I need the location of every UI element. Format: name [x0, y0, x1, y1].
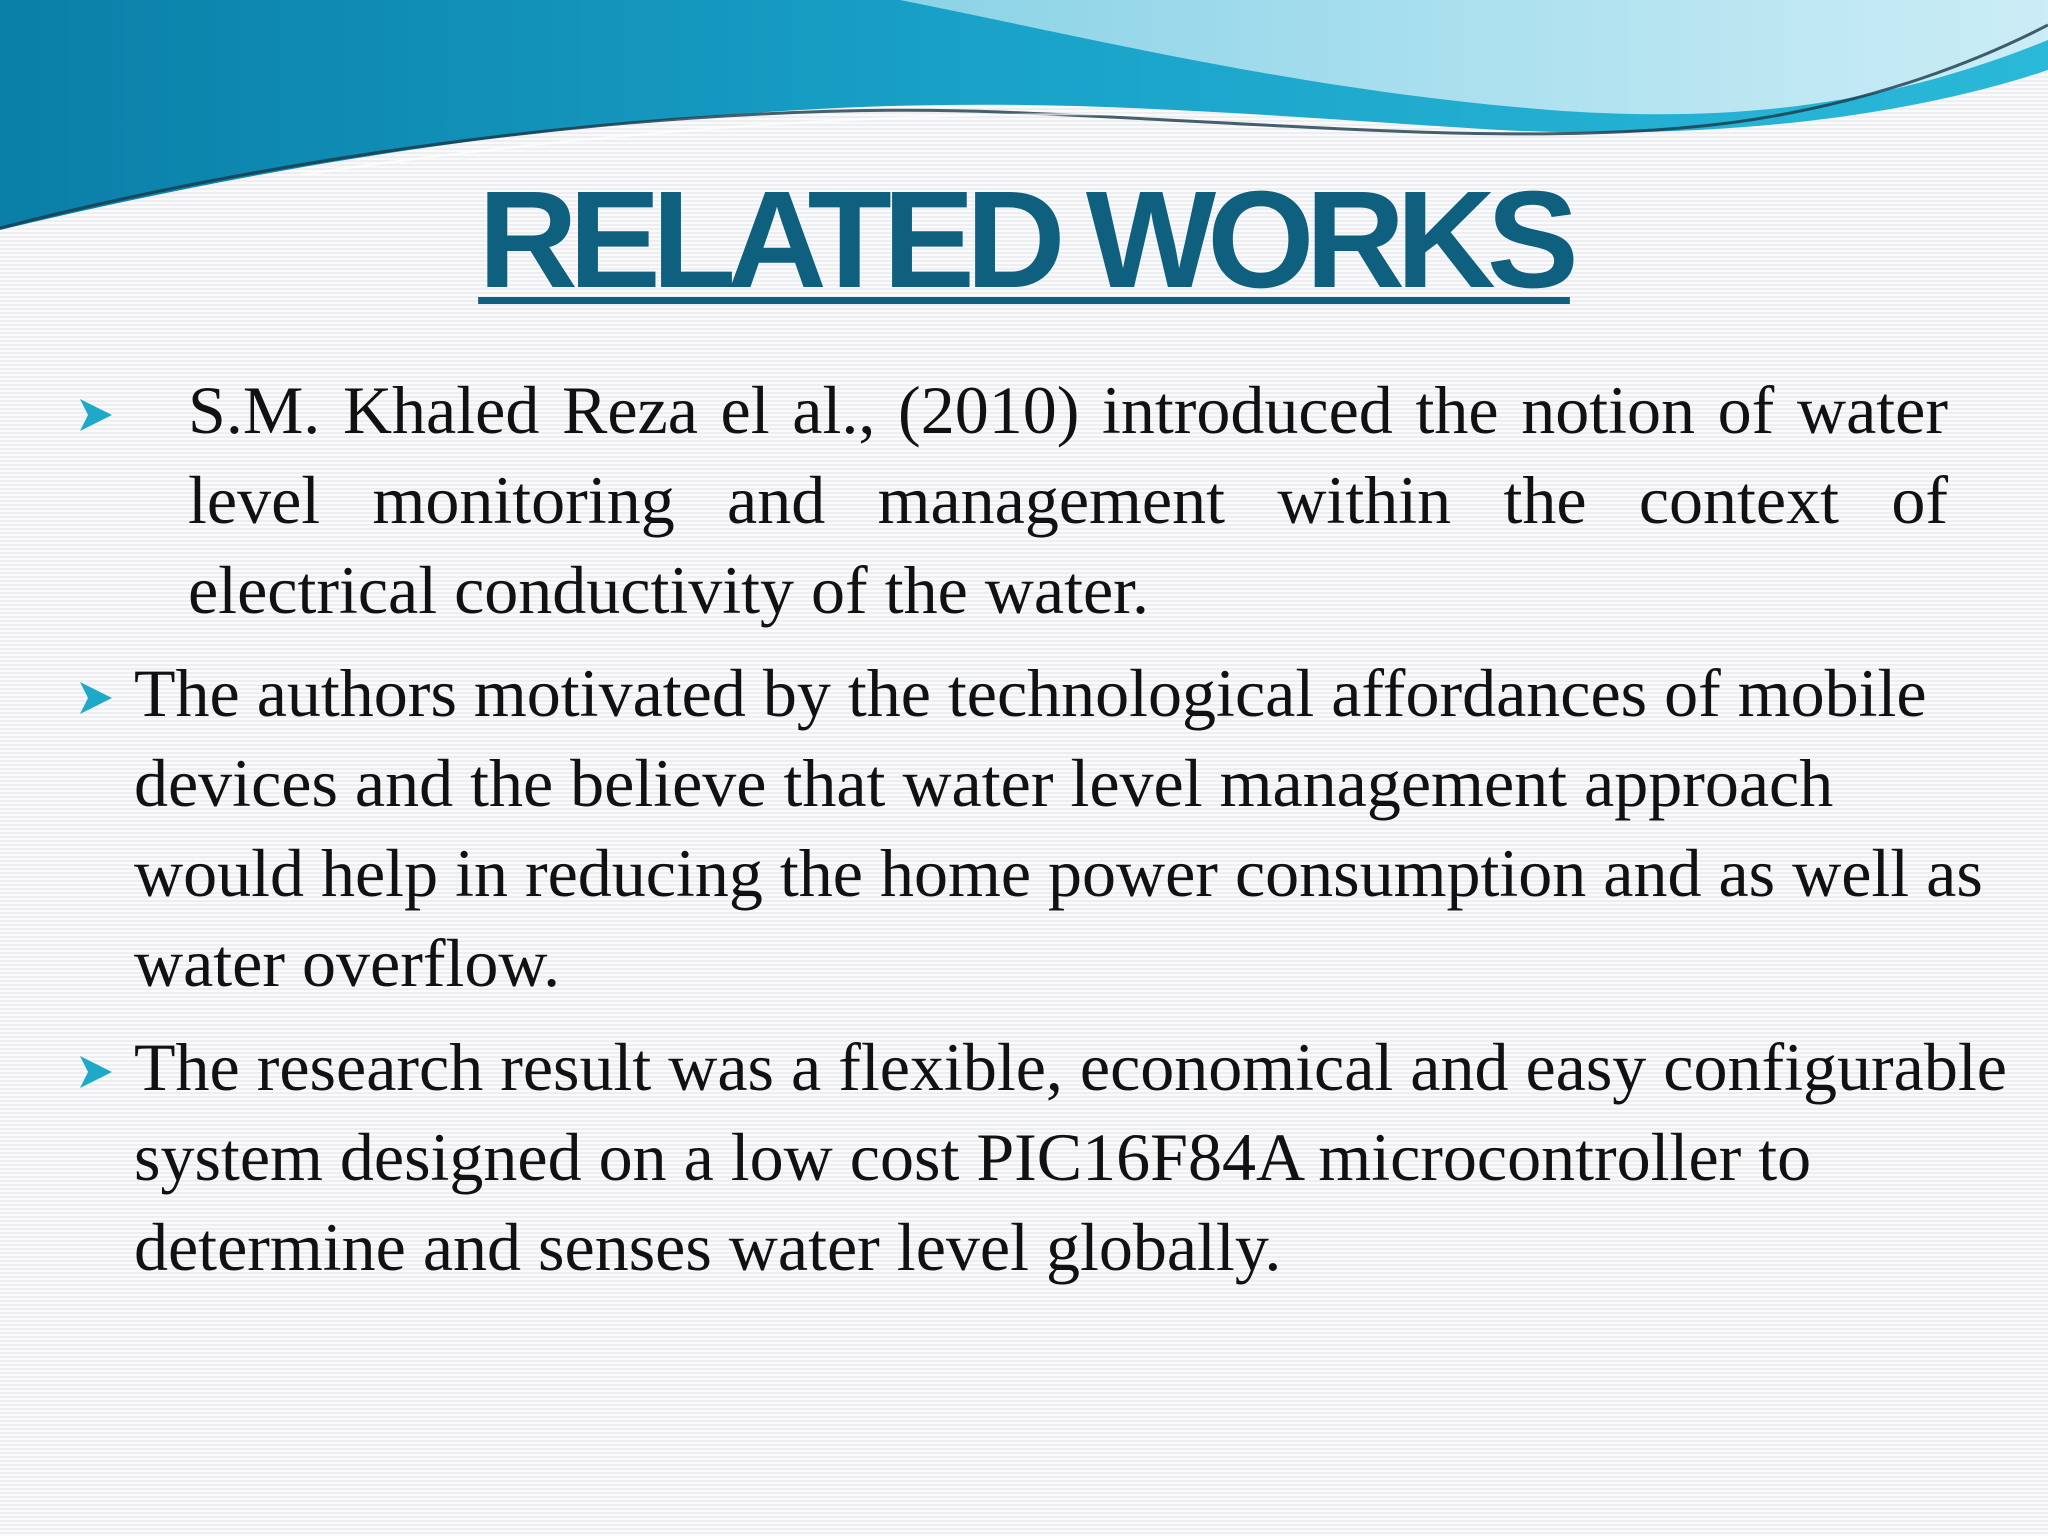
- bullet-item: [76, 1022, 2007, 1292]
- slide-title: RELATED WORKS: [478, 163, 1570, 317]
- arrowhead-bullet-icon: [76, 678, 116, 718]
- bullet-item: [76, 365, 1976, 635]
- bullet-text: The authors motivated by the technological affordances of mobile devices and the believe that water level management approach would help in reducing the home power consumption and as well as water overflow.: [134, 655, 1983, 1001]
- bullet-text: S.M. Khaled Reza el al., (2010) introduced the notion of water level monitoring and management within the context of electrical conductivity of the water.: [188, 372, 1948, 628]
- arrowhead-bullet-icon: [76, 395, 116, 435]
- bullet-item: [76, 648, 1996, 1008]
- arrowhead-bullet-icon: [76, 1052, 116, 1092]
- bullet-text: The research result was a flexible, economical and easy configurable system designed on a low cost PIC16F84A microcontroller to determine and senses water level globally.: [134, 1029, 2007, 1285]
